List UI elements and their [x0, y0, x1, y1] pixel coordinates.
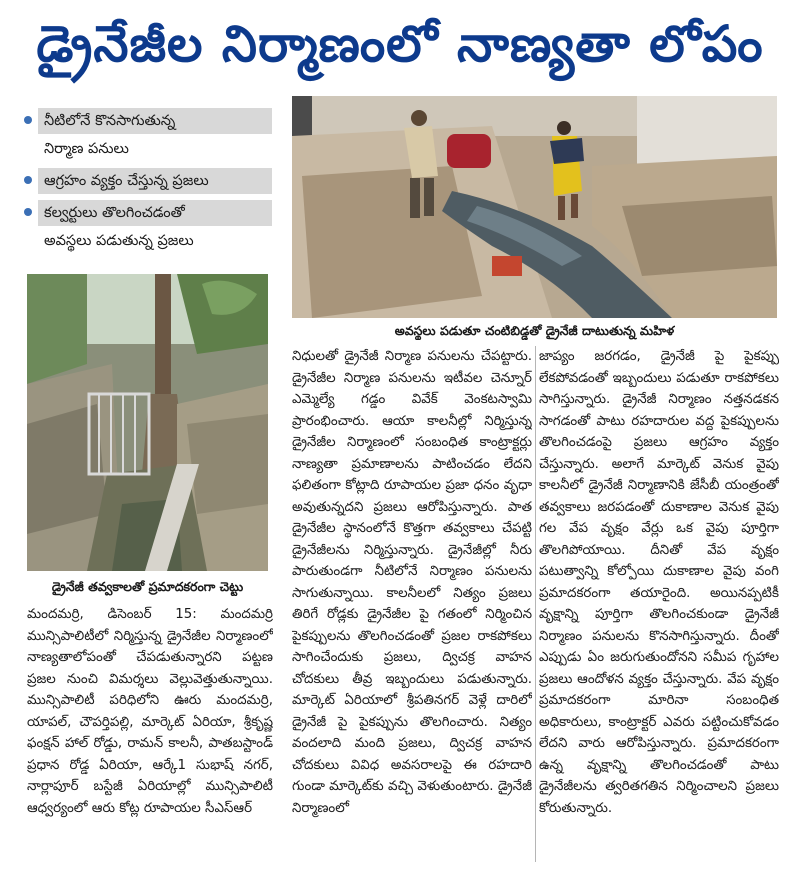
- bullet-dot-icon: [24, 208, 32, 216]
- highlight-item: [22, 168, 272, 194]
- top-photo-caption: అవస్థలు పడుతూ చంటిబిడ్డతో డ్రైనేజీ దాటుతున్న మహిళ: [394, 323, 675, 338]
- highlight-line: అవస్థలు పడుతున్న ప్రజలు: [44, 233, 194, 249]
- drain-tree-photo: [27, 274, 268, 571]
- highlight-item: [22, 200, 272, 254]
- headline: డ్రైనేజీల నిర్మాణంలో నాణ్యతా లోపం: [36, 15, 764, 73]
- highlight-line: నీటిలోనే కొనసాగుతున్న: [38, 108, 272, 134]
- woman-crossing-drain-image: [292, 96, 777, 318]
- woman-crossing-drain-photo: [292, 96, 777, 318]
- bullet-dot-icon: [24, 116, 32, 124]
- article-column-middle: నిధులతో డ్రైనేజీ నిర్మాణ పనులను చేపట్టారు. డ్రైనేజీల నిర్మాణ పనులను ఇటీవల చెన్నూర్ ఎమ్మెల్యే గడ్డం వివేక్ వెంకటస్వామి ప్రారంభించారు. ఆయా కాలనీల్లో నిర్మిస్తున్న డ్రైనేజీల నిర్మాణంలో సంబంధిత కాంట్రాక్టర్లు నాణ్యతా ప్రమాణాలను పాటించడం లేదని ఫలితంగా కోట్లాది రూపాయల ప్రజా ధనం వృధా అవుతున్నదని ప్రజలు ఆరోపిస్తున్నారు. పాత డ్రైనేజీల స్థానంలోనే కొత్తగా తవ్వకాలు చేపట్టి డ్రైనేజీలను నిర్మిస్తున్నారు. డ్రైనేజీల్లో నీరు పారుతుండగా నీటిలోనే నిర్మాణం పనులను సాగుతున్నాయి. కాలనీలలో నిత్యం ప్రజలు తిరిగే రోడ్లకు డ్రైనేజీల పై గతంలో నిర్మించిన పైకప్పులను తొలగించడంతో ప్రజల రాకపోకలు సాగించేందుకు ప్రజలు, ద్విచక్ర వాహన చోదకులు తీవ్ర ఇబ్బందులు పడుతున్నారు. మార్కెట్ ఏరియాలో శ్రీపతినగర్ వెళ్లే దారిలో డ్రైనేజీ పై పైకప్పును తొలగించారు. నిత్యం వందలాది మంది ప్రజలు, ద్విచక్ర వాహన చోదకులు వివిధ అవసరాలపై ఈ రహదారి గుండా మార్కెట్‌కు వచ్చి వెళుతుంటారు. డ్రైనేజీ నిర్మాణంలో: [292, 349, 532, 816]
- left-photo-caption: డ్రైనేజీ తవ్వకాలతో ప్రమాదకరంగా చెట్టు: [51, 579, 244, 594]
- article-column-right: జాప్యం జరగడం, డ్రైనేజీ పై పైకప్పు లేకపోవడంతో ఇబ్బందులు పడుతూ రాకపోకలు సాగిస్తున్నారు. డ్రైనేజీ నిర్మాణం నత్తనడకన సాగడంతో పాటు రహదారుల వద్ద పైకప్పులను తొలగించడంపై ప్రజలు ఆగ్రహం వ్యక్తం చేస్తున్నారు. అలాగే మార్కెట్ వెనుక వైపు కాలనీలో డ్రైనేజీ నిర్మాణానికి జేసీబీ యంత్రంతో తవ్వకాలు జరపడంతో దుకాణాల వెనుక వైపు గల వేప వృక్షం వేర్లు ఒక వైపు పూర్తిగా తొలగిపోయాయి. దీనితో వేప వృక్షం పటుత్వాన్ని కోల్పోయి దుకాణాల వైపు వంగి ప్రమాదకరంగా తయారైంది. అయినప్పటికీ వృక్షాన్ని పూర్తిగా తొలగించకుండా డ్రైనేజీ నిర్మాణం పనులను కొనసాగిస్తున్నారు. దీంతో ఎప్పుడు ఏం జరుగుతుందోనని సమీప గృహాల ప్రజలు ఆందోళన వ్యక్తం చేస్తున్నారు. వేప వృక్షం ప్రమాదకరంగా మారినా సంబంధిత అధికారులు, కాంట్రాక్టర్ ఎవరు పట్టించుకోవడం లేదని వారు ఆరోపిస్తున్నారు. ప్రమాదకరంగా ఉన్న వృక్షాన్ని తొలగించడంతో పాటు డ్రైనేజీలను త్వరితగతిన నిర్మించాలని ప్రజలు కోరుతున్నారు.: [539, 349, 779, 816]
- highlight-item: [22, 108, 272, 162]
- drain-tree-image: [27, 274, 268, 571]
- highlight-line: ఆగ్రహం వ్యక్తం చేస్తున్న ప్రజలు: [38, 168, 272, 194]
- article-column-left: మందమర్రి, డిసెంబర్ 15: మందమర్రి మున్సిపాలిటీలో నిర్మిస్తున్న డ్రైనేజీల నిర్మాణంలో నాణ్యతాలోపంతో చేపడుతున్నారని పట్టణ ప్రజల నుంచి విమర్శలు వెల్లువెత్తుతున్నాయి. మున్సిపాలిటీ పరిధిలోని ఊరు మందమర్రి, యాపల్, చౌపర్తిపల్లి, మార్కెట్ ఏరియా, శ్రీకృష్ణ ఫంక్షన్ హాల్ రోడ్డు, రామన్ కాలనీ, పాతబస్టాండ్ ప్రధాన రోడ్డ ఏరియా, ఆర్కే1 సుభాష్ నగర్, నార్లాపూర్ బస్టేజీ ఏరియాల్లో మున్సిపాలిటీ ఆధ్వర్యంలో ఆరు కోట్ల రూపాయల సీఎస్ఆర్: [27, 607, 273, 816]
- highlight-line: నిర్మాణ పనులు: [44, 141, 129, 157]
- bullet-dot-icon: [24, 176, 32, 184]
- highlight-line: కల్వర్టులు తొలగించడంతో: [38, 200, 272, 226]
- column-divider: [535, 346, 536, 862]
- highlights-list: [22, 108, 272, 260]
